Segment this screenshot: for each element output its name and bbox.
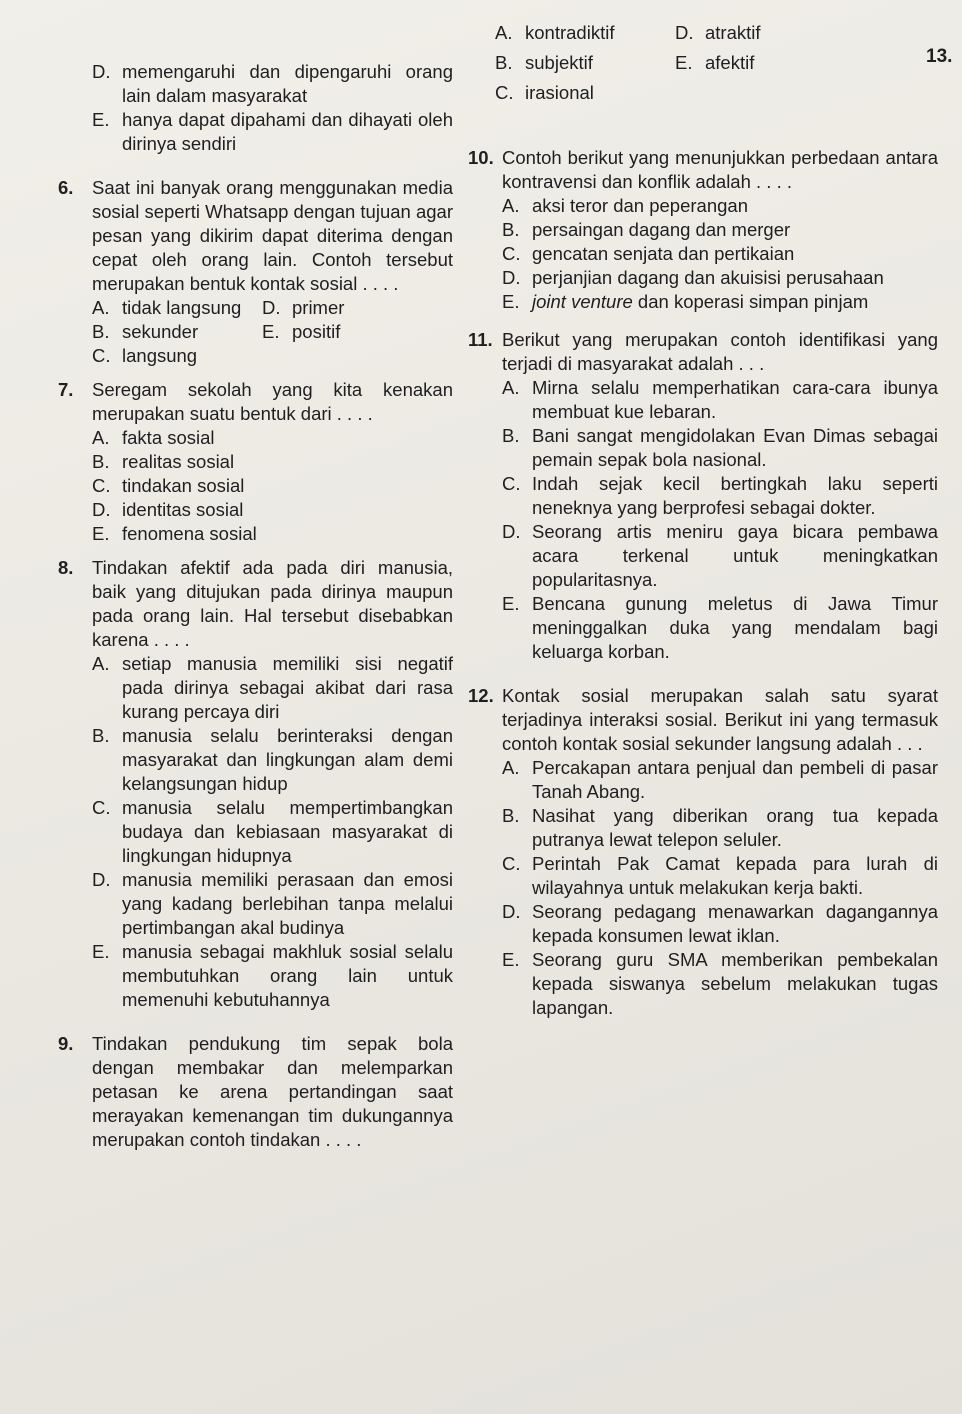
option-text: aksi teror dan peperangan: [532, 195, 748, 216]
option-letter: A.: [502, 757, 520, 778]
question-10: [468, 146, 938, 314]
option-item: [502, 242, 938, 266]
option-text: hanya dapat dipahami dan dihayati oleh dirinya sendiri: [122, 109, 453, 154]
option-item: [502, 376, 938, 424]
option-item: [502, 424, 938, 472]
option-text: Percakapan antara penjual dan pembeli di pasar Tanah Abang.: [532, 757, 938, 802]
option-text: Bencana gunung meletus di Jawa Timur meninggalkan duka yang mendalam bagi keluarga korban.: [532, 593, 938, 662]
option-letter: D.: [92, 499, 111, 520]
option-letter: B.: [502, 219, 520, 240]
option-letter: A.: [502, 377, 520, 398]
option-text: primer: [292, 297, 345, 318]
option-letter: E.: [502, 593, 520, 614]
question-stem: Berikut yang merupakan contoh identifikasi yang terjadi di masyarakat adalah . . .: [502, 329, 938, 374]
question-12: [468, 684, 938, 1020]
question-stem: Tindakan afektif ada pada diri manusia, baik yang ditujukan pada dirinya maupun pada orang lain. Hal tersebut disebabkan karena . . . .: [92, 557, 453, 650]
option-item: [502, 266, 938, 290]
option-text: identitas sosial: [122, 499, 244, 520]
question-stem: Tindakan pendukung tim sepak bola dengan membakar dan melemparkan petasan ke arena pertandingan saat merayakan kemenangan tim dukungannya merupakan contoh tindakan . . . .: [92, 1033, 453, 1150]
option-text: afektif: [705, 52, 755, 73]
option-item: [92, 344, 453, 368]
option-item: [92, 320, 262, 344]
option-letter: D.: [502, 521, 521, 542]
option-text: atraktif: [705, 22, 761, 43]
option-text: tindakan sosial: [122, 475, 245, 496]
option-letter: A.: [92, 427, 110, 448]
option-letter: D.: [262, 297, 281, 318]
option-text: fenomena sosial: [122, 523, 257, 544]
option-item: [92, 426, 453, 450]
option-item: [502, 218, 938, 242]
option-text: setiap manusia memiliki sisi negatif pada dirinya sebagai akibat dari rasa kurang percaya diri: [122, 653, 453, 722]
option-text: manusia selalu mempertimbangkan budaya dan kebiasaan masyarakat di lingkungan hidupnya: [122, 797, 453, 866]
option-item: [675, 18, 795, 48]
option-text: kontradiktif: [525, 22, 615, 43]
question-stem: Contoh berikut yang menunjukkan perbedaan antara kontravensi dan konflik adalah . . . .: [502, 147, 938, 192]
option-item: [502, 804, 938, 852]
option-text: [532, 290, 938, 314]
option-text: positif: [292, 321, 341, 342]
option-text: Nasihat yang diberikan orang tua kepada putranya lewat telepon seluler.: [532, 805, 938, 850]
question-number: 12.: [468, 685, 494, 706]
question-6: [58, 176, 453, 368]
question-9: [58, 1032, 453, 1152]
option-item: [502, 948, 938, 1020]
question-13-number: 13.: [926, 46, 953, 67]
option-letter: C.: [92, 475, 111, 496]
option-item: [495, 48, 675, 78]
option-letter: A.: [502, 195, 520, 216]
option-text: Seorang guru SMA memberikan pembekalan kepada siswanya sebelum melakukan tugas lapangan.: [532, 949, 938, 1018]
option-text: persaingan dagang dan merger: [532, 219, 791, 240]
option-text: langsung: [122, 345, 198, 366]
option-text: manusia memiliki perasaan dan emosi yang kadang berlebihan tanpa melalui pertimbangan akal budinya: [122, 869, 453, 938]
option-item: [92, 498, 453, 522]
option-letter: E.: [262, 321, 280, 342]
option-text: manusia selalu berinteraksi dengan masyarakat dan lingkungan alam demi kelangsungan hidup: [122, 725, 453, 794]
question-number: 11.: [468, 329, 493, 350]
option-text-rest: dan koperasi simpan pinjam: [632, 291, 869, 312]
option-letter: C.: [502, 473, 521, 494]
question-stem: Saat ini banyak orang menggunakan media sosial seperti Whatsapp dengan tujuan agar pesan yang dikirim dapat diterima dengan cepat oleh orang lain. Contoh tersebut merupakan bentuk kontak sosial . . . .: [92, 177, 453, 294]
option-item: [92, 796, 453, 868]
option-text: fakta sosial: [122, 427, 215, 448]
option-letter: E.: [502, 291, 520, 312]
question-7: [58, 378, 453, 546]
q9-options-top: [495, 18, 795, 108]
option-item: [502, 852, 938, 900]
option-text: Perintah Pak Camat kepada para lurah di wilayahnya untuk melakukan kerja bakti.: [532, 853, 938, 898]
option-item: [92, 60, 453, 108]
option-item: [92, 450, 453, 474]
option-item: [92, 474, 453, 498]
option-letter: C.: [502, 243, 521, 264]
option-letter: B.: [495, 52, 513, 73]
option-text: Seorang artis meniru gaya bicara pembawa acara terkenal untuk meningkatkan popularitasnya.: [532, 521, 938, 590]
option-letter: E.: [92, 941, 110, 962]
question-number: 9.: [58, 1033, 74, 1054]
option-text: sekunder: [122, 321, 199, 342]
option-item: [502, 756, 938, 804]
option-text: memengaruhi dan dipengaruhi orang lain dalam masyarakat: [122, 61, 453, 106]
option-text-italic: joint venture: [532, 291, 633, 312]
right-column: [468, 146, 938, 1020]
option-item: [92, 296, 262, 320]
option-item: [495, 78, 675, 108]
option-item: [502, 592, 938, 664]
option-item: [502, 194, 938, 218]
left-column: [58, 60, 453, 1152]
question-number: 7.: [58, 379, 74, 400]
option-letter: D.: [502, 901, 521, 922]
option-text: Mirna selalu memperhatikan cara-cara ibunya membuat kue lebaran.: [532, 377, 938, 422]
option-letter: D.: [92, 869, 111, 890]
option-text: irasional: [525, 82, 594, 103]
option-letter: A.: [495, 22, 513, 43]
question-8: [58, 556, 453, 1012]
option-letter: C.: [92, 797, 111, 818]
option-letter: B.: [502, 805, 520, 826]
option-letter: D.: [675, 22, 694, 43]
question-number: 10.: [468, 147, 494, 168]
option-item: [262, 320, 432, 344]
option-item: [502, 900, 938, 948]
q5-tail-options: [58, 60, 453, 156]
option-letter: E.: [502, 949, 520, 970]
option-text: Bani sangat mengidolakan Evan Dimas sebagai pemain sepak bola nasional.: [532, 425, 938, 470]
option-letter: A.: [92, 653, 110, 674]
question-stem: Kontak sosial merupakan salah satu syarat terjadinya interaksi sosial. Berikut ini yang termasuk contoh kontak sosial sekunder langsung adalah . . .: [502, 685, 938, 754]
option-letter: B.: [92, 321, 110, 342]
option-text: Indah sejak kecil bertingkah laku seperti neneknya yang berprofesi sebagai dokter.: [532, 473, 938, 518]
option-letter: A.: [92, 297, 110, 318]
option-letter: E.: [92, 523, 110, 544]
option-item: [502, 290, 938, 314]
option-letter: D.: [92, 61, 111, 82]
option-item: [675, 48, 795, 78]
option-letter: B.: [92, 725, 110, 746]
question-number: 8.: [58, 557, 74, 578]
option-item: [92, 522, 453, 546]
option-letter: E.: [675, 52, 693, 73]
option-letter: E.: [92, 109, 110, 130]
option-text: gencatan senjata dan pertikaian: [532, 243, 795, 264]
option-text: Seorang pedagang menawarkan dagangannya kepada konsumen lewat iklan.: [532, 901, 938, 946]
option-text: realitas sosial: [122, 451, 235, 472]
option-letter: B.: [502, 425, 520, 446]
option-text: manusia sebagai makhluk sosial selalu membutuhkan orang lain untuk memenuhi kebutuhannya: [122, 941, 453, 1010]
option-item: [92, 724, 453, 796]
option-item: [502, 520, 938, 592]
option-item: [502, 472, 938, 520]
question-number: 6.: [58, 177, 74, 198]
option-item: [92, 868, 453, 940]
option-item: [262, 296, 432, 320]
option-text: tidak langsung: [122, 297, 242, 318]
option-text: perjanjian dagang dan akuisisi perusahaan: [532, 267, 884, 288]
question-11: [468, 328, 938, 664]
option-item: [92, 940, 453, 1012]
option-letter: C.: [92, 345, 111, 366]
option-text: subjektif: [525, 52, 593, 73]
option-letter: C.: [502, 853, 521, 874]
option-item: [92, 108, 453, 156]
question-stem: Seregam sekolah yang kita kenakan merupakan suatu bentuk dari . . . .: [92, 379, 453, 424]
option-item: [495, 18, 675, 48]
option-item: [92, 652, 453, 724]
option-letter: D.: [502, 267, 521, 288]
option-letter: C.: [495, 82, 514, 103]
option-letter: B.: [92, 451, 110, 472]
